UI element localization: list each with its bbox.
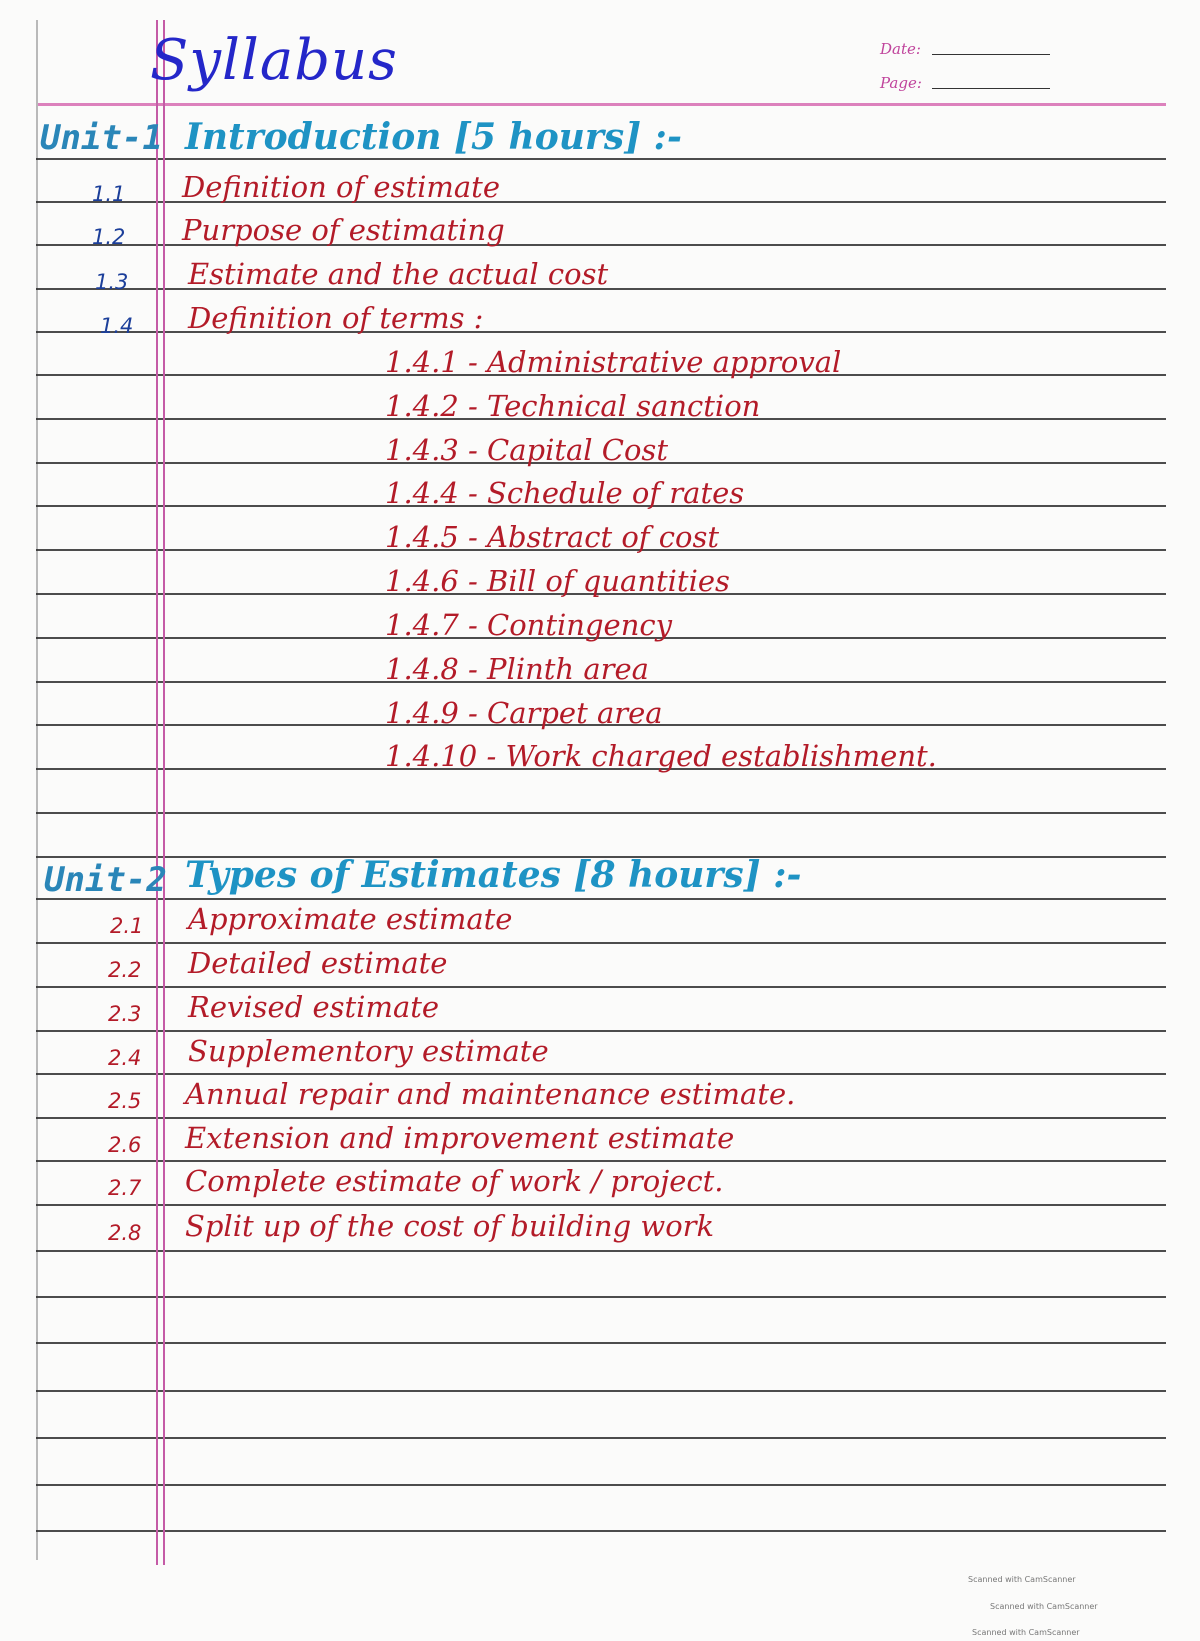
item-number: 2.1 <box>110 914 144 938</box>
subitem-number: 1.4.7 - <box>385 608 478 642</box>
subitem-text: Bill of quantities <box>487 564 730 598</box>
item-number: 2.7 <box>108 1176 142 1200</box>
header-rule <box>38 103 1166 106</box>
item-text: Purpose of estimating <box>182 213 505 247</box>
ruled-line <box>36 1250 1166 1252</box>
item-number: 2.3 <box>108 1002 142 1026</box>
page-title: Syllabus <box>150 28 398 93</box>
subitem-number: 1.4.4 - <box>385 476 478 510</box>
ruled-line <box>36 1204 1166 1206</box>
ruled-line <box>36 1437 1166 1439</box>
item-text: Detailed estimate <box>188 946 448 980</box>
unit-1-title: Introduction [5 hours] :- <box>185 116 682 158</box>
item-number: 2.8 <box>108 1221 142 1245</box>
ruled-line <box>36 898 1166 900</box>
subitem-number: 1.4.5 - <box>385 520 478 554</box>
unit-1-label: Unit-1 <box>40 118 163 158</box>
ruled-line <box>36 812 1166 814</box>
item-text: Supplementory estimate <box>188 1034 549 1068</box>
subitem-text: Work charged establishment. <box>505 739 937 773</box>
ruled-line <box>36 1484 1166 1486</box>
margin-line <box>156 20 158 1565</box>
page-shadow-edge <box>36 20 38 1560</box>
subitem-text: Contingency <box>487 608 672 642</box>
subitem-text: Technical sanction <box>487 389 761 423</box>
item-number: 2.4 <box>108 1046 142 1070</box>
ruled-line <box>36 1530 1166 1532</box>
item-text: Extension and improvement estimate <box>185 1121 735 1155</box>
ruled-line <box>36 1160 1166 1162</box>
ruled-line <box>36 1073 1166 1075</box>
scanner-watermark: Scanned with CamScanner <box>990 1602 1098 1611</box>
subitem <box>385 696 663 730</box>
subitem <box>385 520 719 554</box>
subitem-number: 1.4.6 - <box>385 564 478 598</box>
margin-line <box>163 20 165 1565</box>
date-label: Date: <box>880 40 921 58</box>
ruled-line <box>36 1390 1166 1392</box>
item-number: 1.3 <box>95 270 129 294</box>
subitem-text: Abstract of cost <box>487 520 719 554</box>
subitem <box>385 433 668 467</box>
subitem <box>385 739 937 773</box>
item-text: Split up of the cost of building work <box>185 1209 715 1243</box>
item-number: 1.4 <box>100 314 134 338</box>
ruled-line <box>36 1296 1166 1298</box>
subitem-number: 1.4.3 - <box>385 433 478 467</box>
item-text: Definition of estimate <box>182 170 500 204</box>
subitem-number: 1.4.9 - <box>385 696 478 730</box>
subitem-text: Administrative approval <box>487 345 842 379</box>
page-label: Page: <box>880 74 922 92</box>
date-blank <box>932 54 1050 55</box>
item-text: Annual repair and maintenance estimate. <box>185 1077 796 1111</box>
item-text: Estimate and the actual cost <box>188 257 609 291</box>
subitem <box>385 345 841 379</box>
ruled-line <box>36 942 1166 944</box>
ruled-line <box>36 158 1166 160</box>
subitem-text: Carpet area <box>487 696 663 730</box>
subitem-number: 1.4.1 - <box>385 345 478 379</box>
subitem <box>385 476 744 510</box>
page-blank <box>932 88 1050 89</box>
subitem-text: Capital Cost <box>487 433 668 467</box>
subitem-number: 1.4.10 - <box>385 739 497 773</box>
subitem-number: 1.4.8 - <box>385 652 478 686</box>
item-number: 2.2 <box>108 958 142 982</box>
subitem <box>385 389 760 423</box>
item-text: Definition of terms : <box>188 301 484 335</box>
ruled-line <box>36 1342 1166 1344</box>
item-number: 2.5 <box>108 1089 142 1113</box>
subitem <box>385 564 730 598</box>
subitem-text: Plinth area <box>487 652 649 686</box>
subitem <box>385 608 672 642</box>
item-number: 1.2 <box>92 225 126 249</box>
item-text: Revised estimate <box>188 990 440 1024</box>
subitem <box>385 652 649 686</box>
ruled-line <box>36 986 1166 988</box>
ruled-line <box>36 1030 1166 1032</box>
subitem-number: 1.4.2 - <box>385 389 478 423</box>
item-text: Approximate estimate <box>188 902 513 936</box>
scanner-watermark: Scanned with CamScanner <box>968 1575 1076 1584</box>
item-text: Complete estimate of work / project. <box>185 1164 724 1198</box>
scanner-watermark: Scanned with CamScanner <box>972 1628 1080 1637</box>
ruled-line <box>36 1117 1166 1119</box>
item-number: 2.6 <box>108 1133 142 1157</box>
item-number: 1.1 <box>92 182 126 206</box>
subitem-text: Schedule of rates <box>487 476 745 510</box>
unit-2-title: Types of Estimates [8 hours] :- <box>185 854 802 896</box>
unit-2-label: Unit-2 <box>44 860 167 900</box>
